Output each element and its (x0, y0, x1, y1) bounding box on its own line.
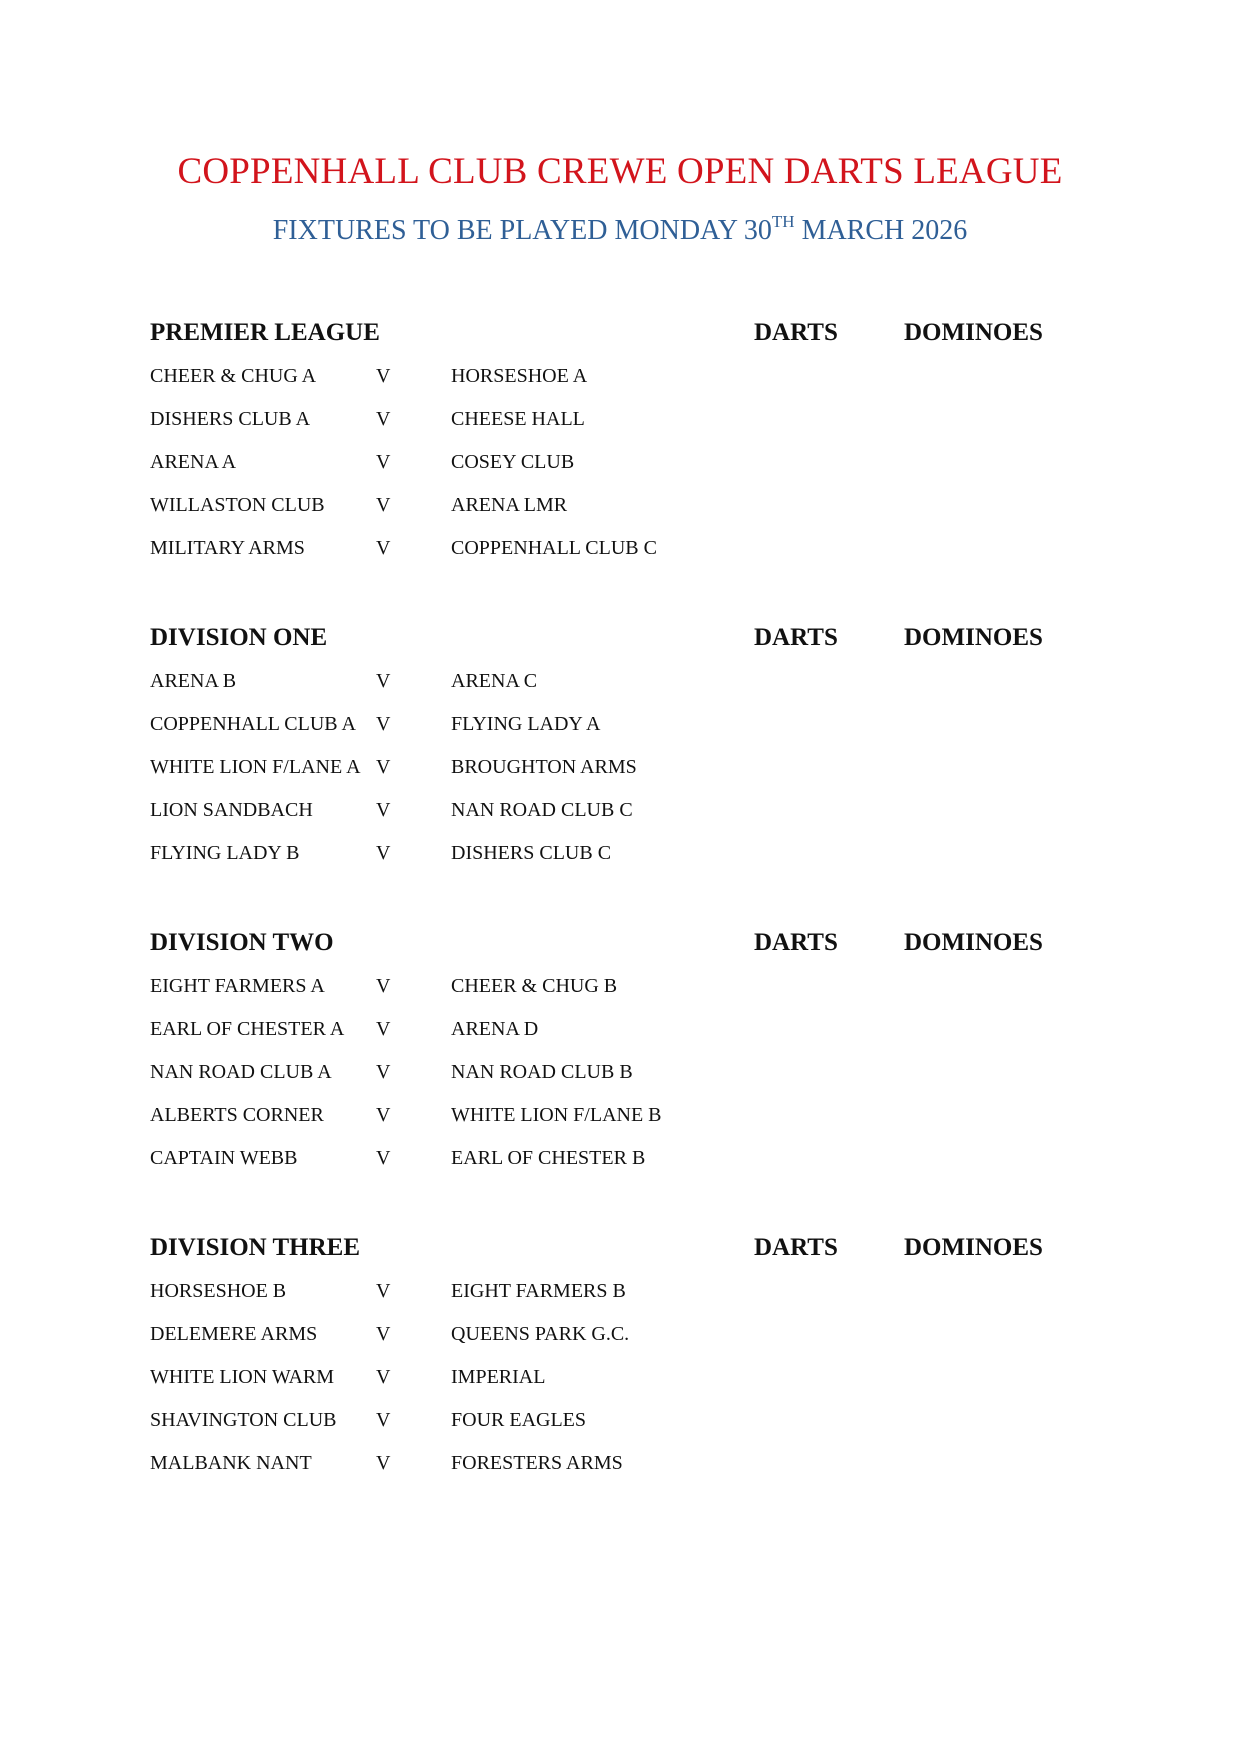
fixture-row (150, 1360, 1090, 1403)
away-team: BROUGHTON ARMS (451, 756, 637, 778)
home-team: WILLASTON CLUB (150, 494, 325, 516)
versus-label: V (376, 842, 391, 864)
fixture-row (150, 1055, 1090, 1098)
versus-label: V (376, 1018, 391, 1040)
away-team: FOUR EAGLES (451, 1409, 587, 1431)
versus-label: V (376, 1409, 391, 1431)
away-team: WHITE LION F/LANE B (451, 1104, 662, 1126)
section-header (150, 929, 1090, 969)
fixture-row (150, 1403, 1090, 1446)
away-team: CHEER & CHUG B (451, 975, 618, 997)
section-division-one (150, 624, 1090, 879)
section-title: DIVISION ONE (150, 624, 328, 651)
home-team: COPPENHALL CLUB A (150, 713, 356, 735)
away-team: EARL OF CHESTER B (451, 1147, 646, 1169)
fixture-row (150, 664, 1090, 707)
subtitle-ordinal: TH (771, 212, 795, 231)
subtitle-end: MARCH 2026 (794, 215, 968, 246)
home-team: CAPTAIN WEBB (150, 1147, 298, 1169)
fixture-row (150, 1317, 1090, 1360)
away-team: ARENA LMR (451, 494, 568, 516)
versus-label: V (376, 1147, 391, 1169)
darts-column-header: DARTS (754, 1234, 838, 1261)
darts-column-header: DARTS (754, 319, 838, 346)
versus-label: V (376, 1323, 391, 1345)
home-team: WHITE LION WARM (150, 1366, 335, 1388)
fixture-row (150, 1012, 1090, 1055)
home-team: NAN ROAD CLUB A (150, 1061, 332, 1083)
versus-label: V (376, 799, 391, 821)
fixture-row (150, 488, 1090, 531)
section-division-two (150, 929, 1090, 1184)
section-header (150, 1234, 1090, 1274)
fixture-row (150, 359, 1090, 402)
versus-label: V (376, 1280, 391, 1302)
fixture-row (150, 402, 1090, 445)
dominoes-column-header: DOMINOES (904, 319, 1043, 346)
home-team: ARENA A (150, 451, 237, 473)
home-team: SHAVINGTON CLUB (150, 1409, 337, 1431)
versus-label: V (376, 451, 391, 473)
away-team: ARENA C (451, 670, 538, 692)
away-team: IMPERIAL (451, 1366, 546, 1388)
home-team: DISHERS CLUB A (150, 408, 311, 430)
versus-label: V (376, 670, 391, 692)
section-division-three (150, 1234, 1090, 1489)
home-team: ALBERTS CORNER (150, 1104, 324, 1126)
section-header (150, 624, 1090, 664)
versus-label: V (376, 1366, 391, 1388)
versus-label: V (376, 365, 391, 387)
section-title: DIVISION TWO (150, 929, 334, 956)
away-team: NAN ROAD CLUB B (451, 1061, 633, 1083)
versus-label: V (376, 1452, 391, 1474)
subtitle-main: FIXTURES TO BE PLAYED MONDAY 30 (272, 215, 772, 246)
away-team: COPPENHALL CLUB C (451, 537, 657, 559)
away-team: EIGHT FARMERS B (451, 1280, 626, 1302)
section-title: PREMIER LEAGUE (150, 319, 380, 346)
away-team: ARENA D (451, 1018, 539, 1040)
fixture-row (150, 1274, 1090, 1317)
away-team: QUEENS PARK G.C. (451, 1323, 630, 1345)
versus-label: V (376, 537, 391, 559)
dominoes-column-header: DOMINOES (904, 1234, 1043, 1261)
away-team: CHEESE HALL (451, 408, 585, 430)
dominoes-column-header: DOMINOES (904, 929, 1043, 956)
versus-label: V (376, 1104, 391, 1126)
page-subtitle (0, 212, 1240, 247)
away-team: DISHERS CLUB C (451, 842, 612, 864)
away-team: FLYING LADY A (451, 713, 601, 735)
fixture-row (150, 1098, 1090, 1141)
dominoes-column-header: DOMINOES (904, 624, 1043, 651)
away-team: HORSESHOE A (451, 365, 588, 387)
fixture-row (150, 969, 1090, 1012)
home-team: MALBANK NANT (150, 1452, 312, 1474)
home-team: HORSESHOE B (150, 1280, 287, 1302)
away-team: NAN ROAD CLUB C (451, 799, 633, 821)
home-team: FLYING LADY B (150, 842, 300, 864)
versus-label: V (376, 408, 391, 430)
section-header (150, 319, 1090, 359)
versus-label: V (376, 1061, 391, 1083)
section-title: DIVISION THREE (150, 1234, 361, 1261)
home-team: DELEMERE ARMS (150, 1323, 318, 1345)
home-team: CHEER & CHUG A (150, 365, 317, 387)
home-team: ARENA B (150, 670, 237, 692)
page-title: COPPENHALL CLUB CREWE OPEN DARTS LEAGUE (177, 151, 1063, 192)
home-team: EARL OF CHESTER A (150, 1018, 345, 1040)
versus-label: V (376, 713, 391, 735)
fixture-row (150, 531, 1090, 574)
home-team: MILITARY ARMS (150, 537, 305, 559)
fixture-row (150, 445, 1090, 488)
section-premier-league (150, 319, 1090, 574)
fixture-row (150, 793, 1090, 836)
versus-label: V (376, 756, 391, 778)
fixture-row (150, 707, 1090, 750)
fixture-row (150, 750, 1090, 793)
away-team: COSEY CLUB (451, 451, 575, 473)
home-team: EIGHT FARMERS A (150, 975, 325, 997)
home-team: LION SANDBACH (150, 799, 313, 821)
home-team: WHITE LION F/LANE A (150, 756, 361, 778)
fixture-row (150, 1141, 1090, 1184)
away-team: FORESTERS ARMS (451, 1452, 623, 1474)
darts-column-header: DARTS (754, 929, 838, 956)
fixture-row (150, 1446, 1090, 1489)
darts-column-header: DARTS (754, 624, 838, 651)
versus-label: V (376, 494, 391, 516)
versus-label: V (376, 975, 391, 997)
fixture-row (150, 836, 1090, 879)
